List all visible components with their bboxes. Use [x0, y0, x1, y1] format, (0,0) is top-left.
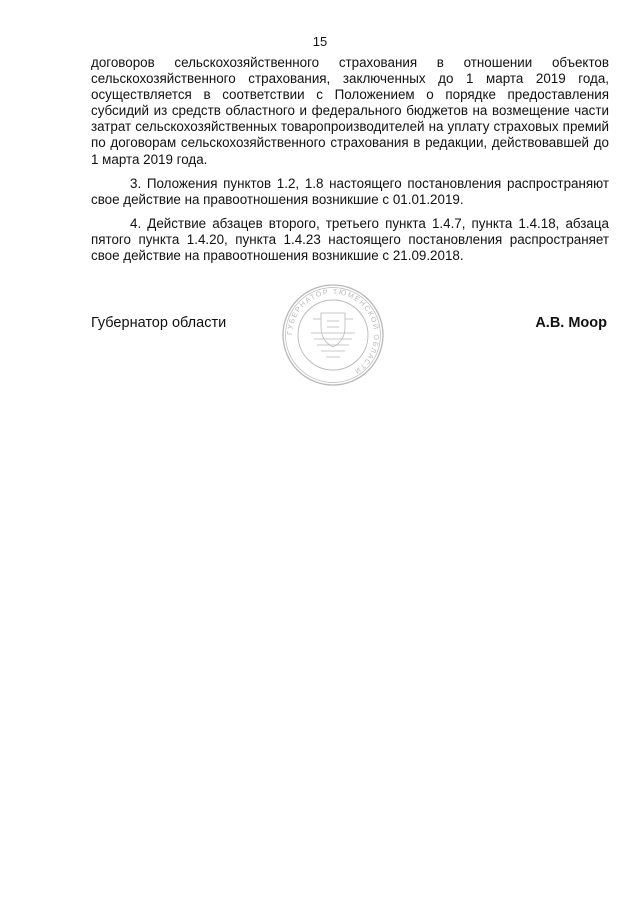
official-seal-stamp: [281, 283, 385, 387]
seal-ring-text: ГУБЕРНАТОР ТЮМЕНСКОЙ ОБЛАСТИ: [284, 286, 382, 377]
signature-title: Губернатор области: [91, 315, 227, 331]
document-body: [91, 55, 609, 264]
paragraph-4: 4. Действие абзацев второго, третьего пункта 1.4.7, пункта 1.4.18, абзаца пятого пункта 1.4.20, пункта 1.4.23 настоящего постановления распространяет свое действие на правоотношения возникшие с 21.09.2018.: [91, 215, 609, 264]
seal-center-emblem: [311, 313, 355, 357]
page-number: 15: [312, 34, 328, 49]
paragraph-3: 3. Положения пунктов 1.2, 1.8 настоящего постановления распространяют свое действие на правоотношения возникшие с 01.01.2019.: [91, 175, 609, 207]
seal-inner-ring: [298, 300, 368, 370]
signature-name: А.В. Моор: [535, 315, 607, 331]
paragraph-continuation: договоров сельскохозяйственного страхования в отношении объектов сельскохозяйственного страхования, заключенных до 1 марта 2019 года, осуществляется в соответствии с Положением о порядке предоставления субсидий из средств областного и федерального бюджетов на возмещение части затрат сельскохозяйственных товаропроизводителей на уплату страховых премий по договорам сельскохозяйственного страхования в редакции, действовавшей до 1 марта 2019 года.: [91, 55, 609, 167]
